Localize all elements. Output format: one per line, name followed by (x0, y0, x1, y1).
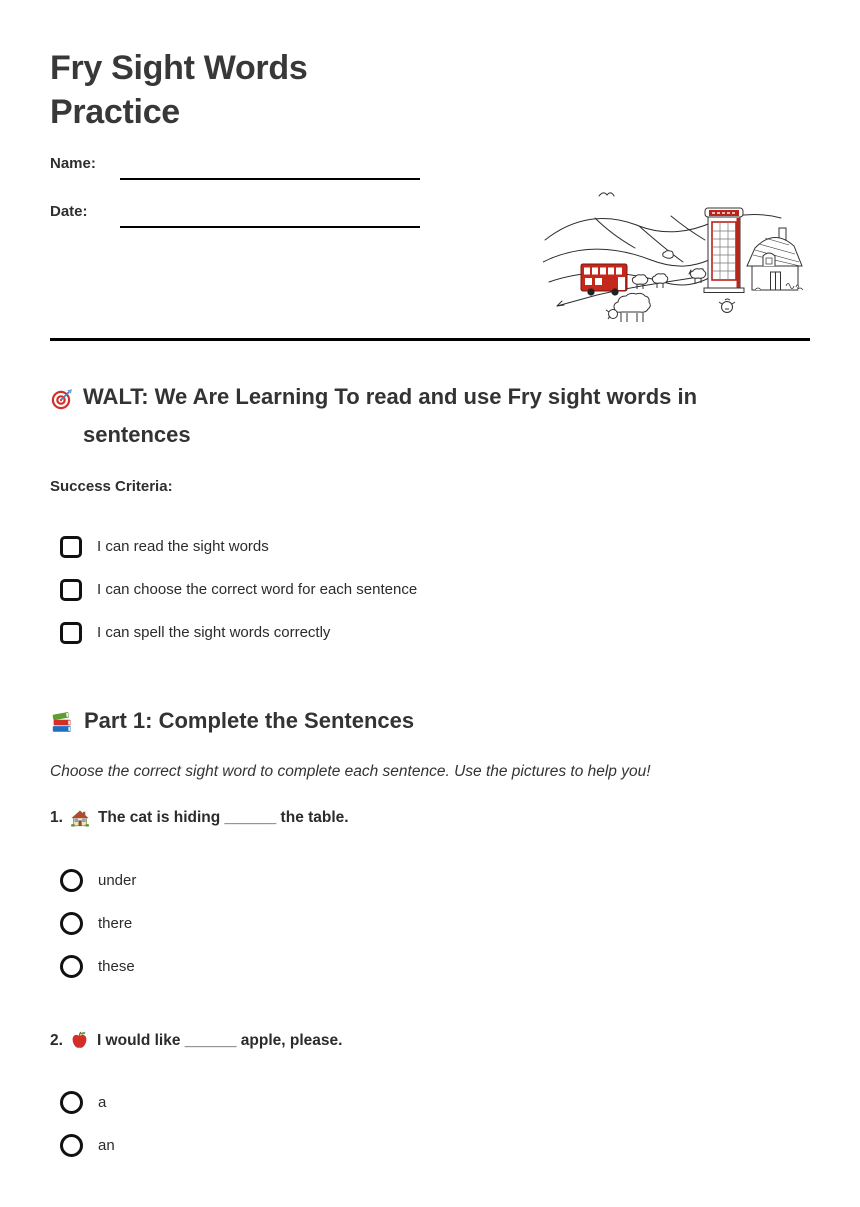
question-1 (50, 807, 810, 829)
part1-instructions: Choose the correct sight word to complete each sentence. Use the pictures to help you! (50, 763, 651, 780)
checkbox-icon[interactable] (60, 579, 82, 601)
question-number: 1. (50, 809, 63, 826)
telephone-box (704, 208, 744, 293)
criteria-row[interactable] (60, 525, 810, 568)
checkbox-icon[interactable] (60, 622, 82, 644)
question-2 (50, 1030, 810, 1051)
option-label: under (98, 872, 137, 889)
page-title: Fry Sight Words Practice (50, 49, 308, 131)
question-2-options (60, 1081, 810, 1167)
red-bus (581, 264, 627, 296)
walt-heading-text: WALT: We Are Learning To read and use Fry sight words in sentences (83, 384, 698, 447)
bird-icon (599, 193, 614, 196)
criteria-label: I can spell the sight words correctly (97, 624, 331, 641)
name-input-line[interactable] (120, 178, 420, 180)
success-criteria-list (60, 525, 810, 654)
radio-button-icon[interactable] (60, 1134, 83, 1157)
option-label: a (98, 1094, 107, 1111)
apple-icon (69, 1030, 90, 1051)
criteria-label: I can read the sight words (97, 538, 269, 555)
radio-button-icon[interactable] (60, 955, 83, 978)
cottage (747, 228, 803, 290)
criteria-row[interactable] (60, 611, 810, 654)
sheep-large (606, 293, 650, 322)
dart-target-icon (50, 385, 74, 423)
walt-heading (50, 378, 760, 454)
radio-button-icon[interactable] (60, 1091, 83, 1114)
criteria-row[interactable] (60, 568, 810, 611)
criteria-label: I can choose the correct word for each sentence (97, 581, 418, 598)
countryside-illustration (543, 182, 809, 334)
part1-heading-text: Part 1: Complete the Sentences (84, 708, 415, 733)
date-label: Date: (50, 203, 88, 220)
sheep-head (719, 299, 735, 313)
question-number: 2. (50, 1031, 63, 1049)
option-label: these (98, 958, 135, 975)
radio-button-icon[interactable] (60, 912, 83, 935)
success-criteria-label: Success Criteria: (50, 478, 173, 495)
name-field-row (50, 150, 810, 180)
part1-heading (50, 702, 760, 747)
house-icon (69, 807, 91, 829)
checkbox-icon[interactable] (60, 536, 82, 558)
option-row[interactable] (60, 902, 810, 945)
name-label: Name: (50, 155, 96, 172)
radio-button-icon[interactable] (60, 869, 83, 892)
option-row[interactable] (60, 1081, 810, 1124)
question-1-options (60, 859, 810, 988)
option-label: there (98, 915, 133, 932)
section-divider (50, 338, 810, 341)
question-text: I would like ______ apple, please. (96, 1031, 343, 1049)
books-icon (50, 709, 75, 747)
option-row[interactable] (60, 859, 810, 902)
date-input-line[interactable] (120, 226, 420, 228)
option-label: an (98, 1137, 115, 1154)
option-row[interactable] (60, 945, 810, 988)
question-text: The cat is hiding ______ the table. (97, 809, 349, 826)
